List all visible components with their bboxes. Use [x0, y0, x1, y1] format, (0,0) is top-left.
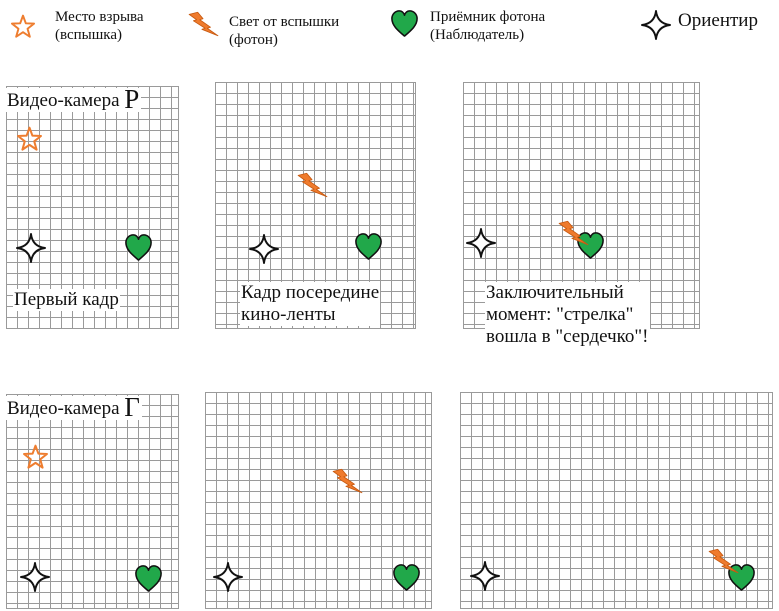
legend-explosion-label: Место взрыва (вспышка)	[55, 9, 144, 43]
heart-icon	[353, 230, 384, 263]
camera-name: Видео-камера	[7, 398, 120, 419]
lightning-icon	[707, 547, 739, 575]
lightning-icon	[187, 10, 219, 38]
legend-receiver-label: Приёмник фотона (Наблюдатель)	[430, 9, 546, 43]
four-point-star-icon	[16, 233, 46, 263]
frame-caption: Первый кадр	[14, 289, 119, 310]
lightning-icon	[296, 171, 328, 199]
four-point-star-icon	[249, 234, 279, 264]
frame-caption: Заключительный момент: "стрелка" вошла в "сердечко"!	[486, 282, 649, 347]
star-icon	[10, 14, 36, 40]
frame-caption: Кадр посередине кино-ленты	[241, 282, 380, 325]
four-point-star-icon	[20, 562, 50, 592]
lightning-icon	[331, 467, 363, 495]
four-point-star-icon	[466, 228, 496, 258]
heart-icon	[123, 231, 154, 264]
star-icon	[16, 126, 43, 153]
star-icon	[22, 444, 49, 471]
camera-label-r	[5, 84, 141, 114]
four-point-star-icon	[213, 562, 243, 592]
camera-label-g	[5, 392, 142, 422]
camera-name: Видео-камера	[7, 90, 120, 111]
heart-icon	[389, 7, 420, 40]
four-point-star-icon	[641, 10, 671, 40]
legend-landmark-label: Ориентир	[678, 10, 758, 31]
four-point-star-icon	[470, 561, 500, 591]
heart-icon	[133, 562, 164, 595]
camera-letter: Г	[124, 392, 140, 422]
camera-letter: Р	[124, 84, 140, 114]
legend-flash-label: Свет от вспышки (фотон)	[229, 14, 340, 48]
heart-icon	[391, 561, 422, 594]
lightning-icon	[557, 219, 589, 247]
